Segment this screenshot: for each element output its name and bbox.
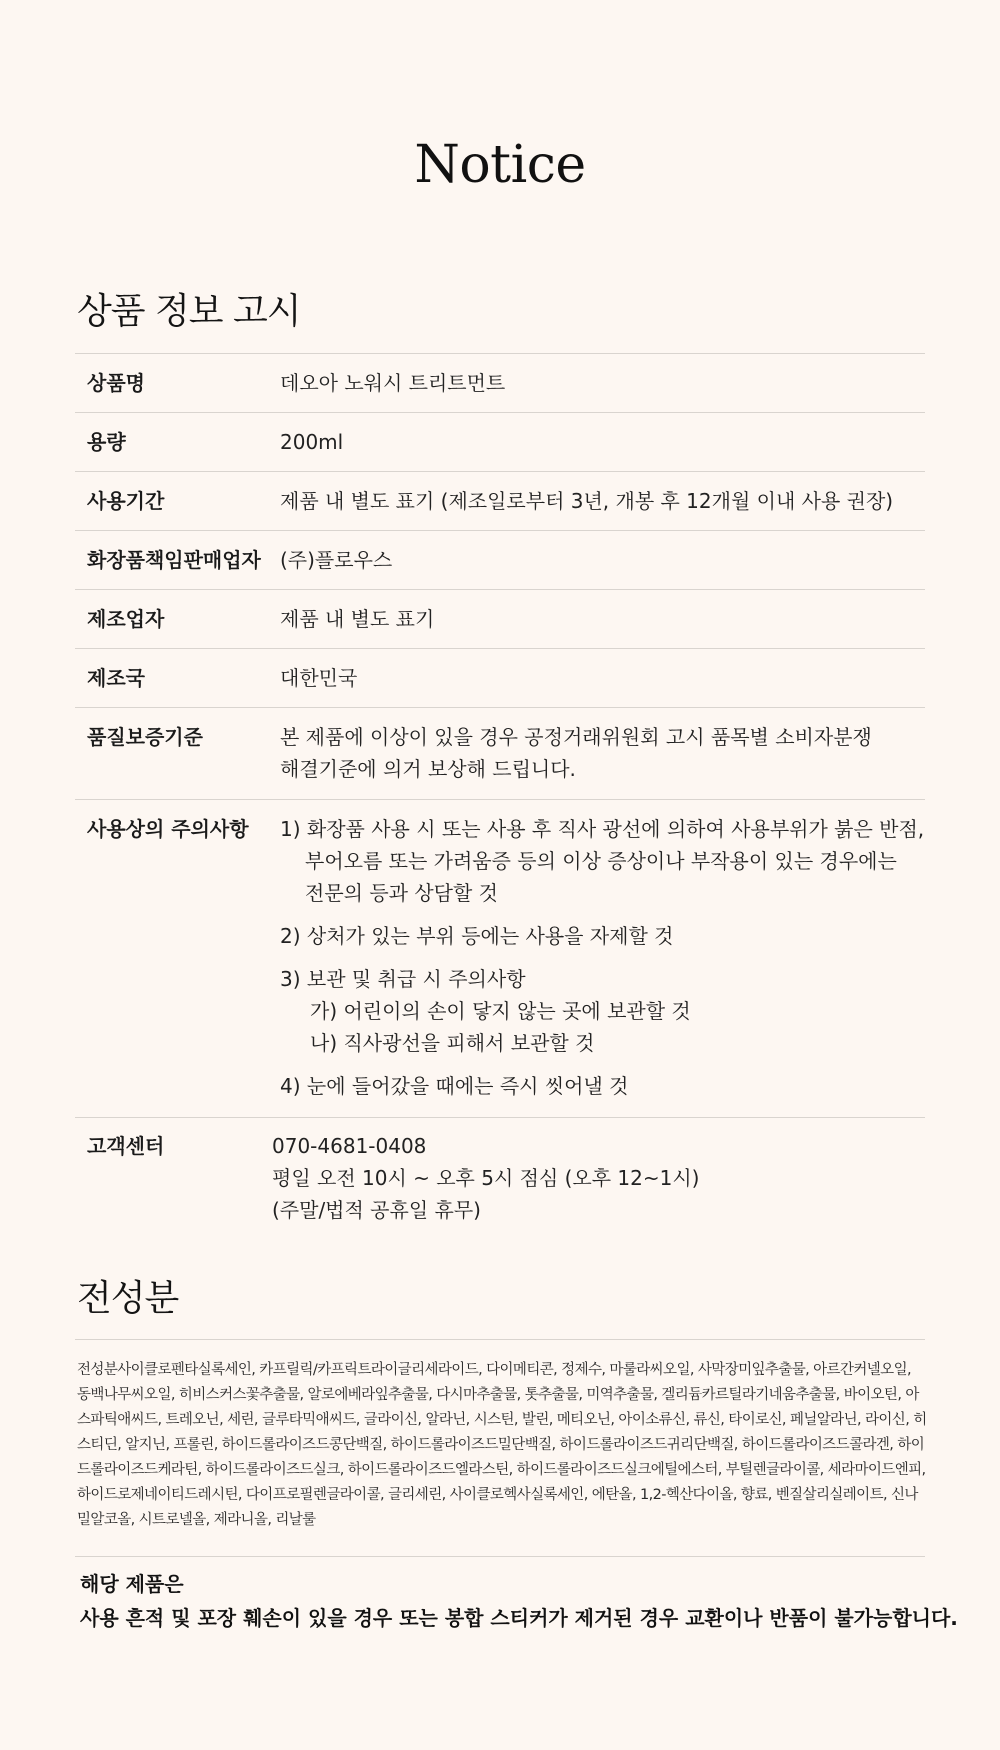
caution-line: 전문의 등과 상담할 것 (305, 881, 498, 905)
info-row-product-name (75, 353, 925, 412)
caution-line: 2) 상처가 있는 부위 등에는 사용을 자제할 것 (280, 924, 674, 948)
caution-item (280, 920, 925, 952)
caution-line: 4) 눈에 들어갔을 때에는 즉시 씻어낼 것 (280, 1074, 629, 1098)
info-row-quality-standard (75, 707, 925, 799)
info-value: 제품 내 별도 표기 (제조일로부터 3년, 개봉 후 12개월 이내 사용 권장) (280, 489, 894, 513)
info-value-line: 본 제품에 이상이 있을 경우 공정거래위원회 고시 품목별 소비자분쟁 (280, 725, 872, 749)
caution-line: 3) 보관 및 취급 시 주의사항 (280, 967, 526, 991)
caution-line: 나) 직사광선을 피해서 보관할 것 (310, 1031, 595, 1055)
info-label: 품질보증기준 (87, 725, 203, 749)
info-value (272, 1130, 925, 1226)
ingredients-text: 전성분사이클로펜타실록세인, 카프릴릭/카프릭트라이글리세라이드, 다이메티콘, 정제수, 마룰라씨오일, 사막장미잎추출물, 아르간커넬오일, 동백나무씨오일, 히비스커스꽃추출물, 알로에베라잎추출물, 다시마추출물, 톳추출물, 미역추출물, 겔리듐카르틸라기네움추출물, 바이오틴, 아스파틱애씨드, 트레오닌, 세린, 글루타믹애씨드, 글라이신, 알라닌, 시스틴, 발린, 메티오닌, 아이소류신, 류신, 타이로신, 페닐알라닌, 라이신, 히스티딘, 알지닌, 프롤린, 하이드롤라이즈드콩단백질, 하이드롤라이즈드밀단백질, 하이드롤라이즈드귀리단백질, 하이드롤라이즈드콜라겐, 하이드롤라이즈드케라틴, 하이드롤라이즈드실크, 하이드롤라이즈드엘라스틴, 하이드롤라이즈드실크에틸에스터, 부틸렌글라이콜, 세라마이드엔피, 하이드로제네이티드레시틴, 다이프로필렌글라이콜, 글리세린, 사이클로헥사실록세인, 에탄올, 1,2-헥산다이올, 향료, 벤질살리실레이트, 신나밀알코올, 시트로넬올, 제라니올, 리날룰 (77, 1362, 927, 1528)
customer-center-phone: 070-4681-0408 (272, 1134, 427, 1158)
info-value: 대한민국 (280, 666, 358, 690)
customer-center-holiday: (주말/법적 공휴일 휴무) (272, 1198, 481, 1222)
info-label: 용량 (87, 430, 126, 454)
info-row-manufacturer (75, 589, 925, 648)
caution-line: 1) 화장품 사용 시 또는 사용 후 직사 광선에 의하여 사용부위가 붉은 반점, (280, 817, 925, 841)
info-row-cautions (75, 799, 925, 1117)
caution-item (280, 963, 925, 1059)
caution-list (280, 813, 925, 1102)
final-note-heading: 해당 제품은 (80, 1572, 184, 1596)
info-value: 제품 내 별도 표기 (280, 607, 435, 631)
info-row-usage-period (75, 471, 925, 530)
info-row-capacity (75, 412, 925, 471)
info-row-country (75, 648, 925, 707)
info-label: 제조업자 (87, 607, 165, 631)
ingredients-heading: 전성분 (77, 1278, 179, 1319)
notice-title: Notice (414, 135, 586, 195)
info-row-responsible-seller (75, 530, 925, 589)
info-label: 상품명 (87, 371, 145, 395)
caution-line: 가) 어린이의 손이 닿지 않는 곳에 보관할 것 (310, 999, 691, 1023)
caution-item (280, 1070, 925, 1102)
info-value: (주)플로우스 (280, 548, 393, 572)
caution-item (280, 813, 925, 909)
customer-center-hours: 평일 오전 10시 ~ 오후 5시 점심 (오후 12~1시) (272, 1166, 700, 1190)
final-note (80, 1567, 958, 1635)
final-note-text: 사용 흔적 및 포장 훼손이 있을 경우 또는 봉합 스티커가 제거된 경우 교환이나 반품이 불가능합니다. (80, 1606, 958, 1630)
product-info-table (75, 353, 925, 1240)
ingredients-divider (75, 1339, 925, 1340)
product-info-heading: 상품 정보 고시 (77, 291, 301, 332)
caution-line: 부어오름 또는 가려움증 등의 이상 증상이나 부작용이 있는 경우에는 (305, 849, 897, 873)
info-value: 200ml (280, 430, 344, 454)
info-label: 제조국 (87, 666, 145, 690)
info-row-customer-center (75, 1117, 925, 1240)
info-value-line: 해결기준에 의거 보상해 드립니다. (280, 757, 576, 781)
info-label: 화장품책임판매업자 (87, 548, 261, 572)
info-value: 데오아 노워시 트리트먼트 (280, 371, 506, 395)
info-label: 고객센터 (87, 1134, 165, 1158)
info-label: 사용상의 주의사항 (87, 817, 249, 841)
final-note-divider (75, 1556, 925, 1557)
info-value (280, 813, 925, 1113)
info-label: 사용기간 (87, 489, 165, 513)
info-value (280, 721, 925, 785)
